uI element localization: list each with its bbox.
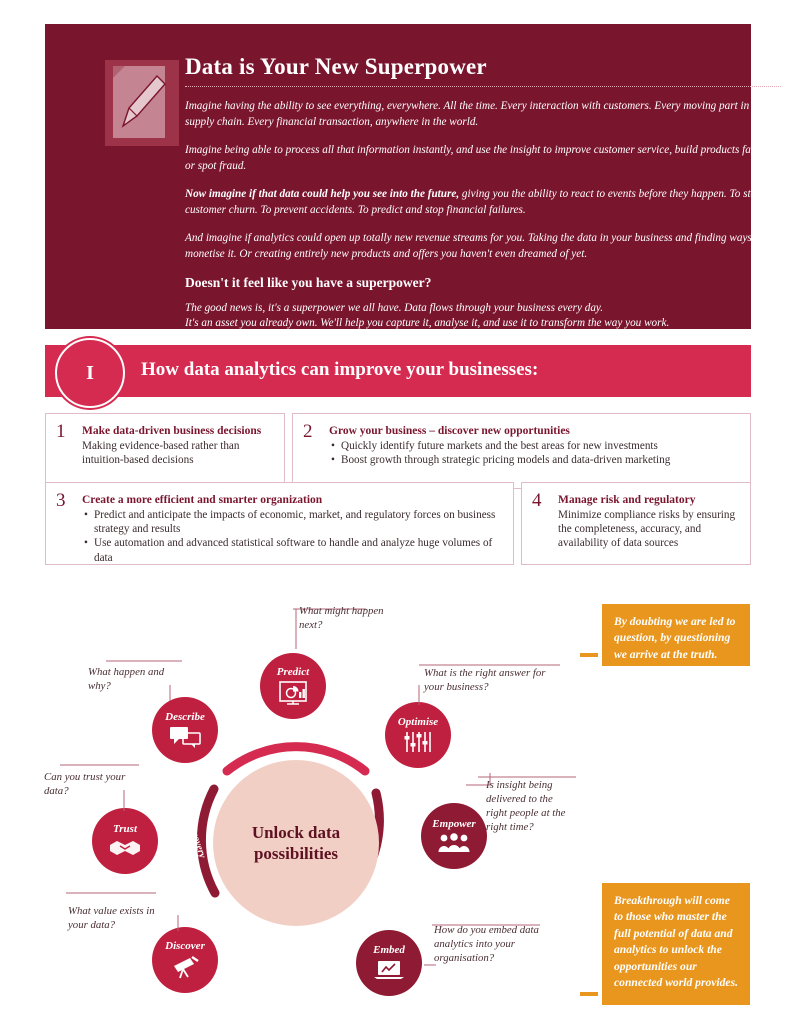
node-predict-label: Predict bbox=[276, 665, 310, 678]
analytics-cycle-diagram bbox=[0, 575, 797, 1024]
hero-banner bbox=[45, 24, 773, 330]
list-item: • Predict and anticipate the impacts of economic, market, and regulatory forces on business strategy and results bbox=[94, 508, 505, 536]
hero-question: Doesn't it feel like you have a superpower? bbox=[185, 274, 432, 290]
hero-paragraph-6: It's an asset you already own. We'll help you capture it, analyse it, and use it to transform the way you work. bbox=[185, 317, 670, 330]
node-embed-label: Embed bbox=[373, 943, 405, 956]
list-item: • Use automation and advanced statistical software to handle and analyze huge volumes of data bbox=[94, 536, 505, 564]
benefit-box-2-title: Grow your business – discover new opportunities bbox=[329, 425, 570, 437]
benefit-box-3-number: 3 bbox=[56, 490, 66, 511]
callout-trust: Can you trust your data? bbox=[44, 771, 126, 798]
node-optimise-label: Optimise bbox=[397, 715, 439, 728]
hero-divider bbox=[185, 86, 781, 87]
hero-paragraph-3 bbox=[185, 187, 781, 219]
callout-optimise: What is the right answer for your business? bbox=[424, 667, 546, 694]
ring-label-insights: Insights bbox=[299, 727, 334, 744]
benefit-box-2-number: 2 bbox=[303, 421, 313, 442]
hero-paragraph-2: Imagine being able to process all that information instantly, and use the insight to improve customer service, build products faster, or spot fraud. bbox=[185, 144, 770, 173]
benefit-box-4-body: Minimize compliance risks by ensuring the completeness, accuracy, and availability of data sources bbox=[558, 509, 736, 550]
node-trust-label: Trust bbox=[112, 822, 138, 835]
callout-empower: Is insight being delivered to the right people at the right time? bbox=[486, 779, 566, 834]
benefit-box-4-title: Manage risk and regulatory bbox=[558, 494, 696, 506]
list-item: • Quickly identify future markets and the best areas for new investments bbox=[341, 439, 742, 453]
benefit-box-3-title: Create a more efficient and smarter organization bbox=[82, 494, 323, 506]
benefit-box-2-list bbox=[329, 439, 742, 467]
node-discover-label: Discover bbox=[165, 939, 205, 952]
center-circle-label: Unlock data possibilities bbox=[251, 822, 341, 863]
benefit-box-1-body: Making evidence-based rather than intuition-based decisions bbox=[82, 440, 240, 467]
quote-box-1-tick bbox=[580, 653, 598, 657]
hero-paragraph-3-rest: giving you the ability to react to events before they happen. To stop customer churn. To prevent accidents. To predict and stop financial failures. bbox=[185, 187, 762, 216]
document-pen-icon bbox=[105, 60, 179, 146]
list-item: • Boost growth through strategic pricing models and data-driven marketing bbox=[341, 453, 742, 467]
hero-paragraph-1: Imagine having the ability to see everything, everywhere. All the time. Every interaction with customers. Every moving part in your supply chain. Every financial transaction, anywhere in the world. bbox=[185, 100, 773, 129]
benefit-box-2 bbox=[292, 413, 751, 489]
callout-predict: What might happen next? bbox=[299, 605, 384, 632]
section-header-bar bbox=[45, 345, 751, 397]
benefit-box-1 bbox=[45, 413, 285, 489]
hero-paragraph-5: The good news is, it's a superpower we all have. Data flows through your business every day. bbox=[185, 301, 604, 314]
quote-box-2: Breakthrough will come to those who master the full potential of data and analytics to unlock the opportunities our connected world provides. bbox=[602, 883, 750, 1005]
benefit-box-1-number: 1 bbox=[56, 421, 66, 442]
benefit-box-3 bbox=[45, 482, 514, 565]
node-describe-label: Describe bbox=[165, 710, 205, 723]
benefit-box-4 bbox=[521, 482, 751, 565]
ring-label-discovery: Discovery bbox=[184, 817, 208, 860]
benefit-box-4-number: 4 bbox=[532, 490, 542, 511]
callout-embed: How do you embed data analytics into your organisation? bbox=[434, 924, 539, 965]
benefit-box-3-list bbox=[82, 508, 505, 565]
callout-describe: What happen and why? bbox=[88, 666, 165, 693]
quote-box-2-tick bbox=[580, 992, 598, 996]
node-empower-label: Empower bbox=[432, 817, 476, 830]
section-number-badge: I bbox=[55, 338, 125, 408]
hero-paragraph-4: And imagine if analytics could open up totally new revenue streams for you. Taking the data in your business and finding ways to monetise it. Or creating entirely new products and offers you haven't even dreamed of yet. bbox=[185, 231, 764, 260]
quote-box-1: By doubting we are led to question, by questioning we arrive at the truth. bbox=[602, 604, 750, 666]
benefit-box-1-title: Make data-driven business decisions bbox=[82, 425, 262, 437]
callout-discover: What value exists in your data? bbox=[68, 905, 155, 932]
hero-paragraph-3-bold: Now imagine if that data could help you see into the future, bbox=[185, 187, 460, 200]
section-title: How data analytics can improve your businesses: bbox=[141, 359, 539, 380]
hero-title: Data is Your New Superpower bbox=[185, 54, 487, 79]
